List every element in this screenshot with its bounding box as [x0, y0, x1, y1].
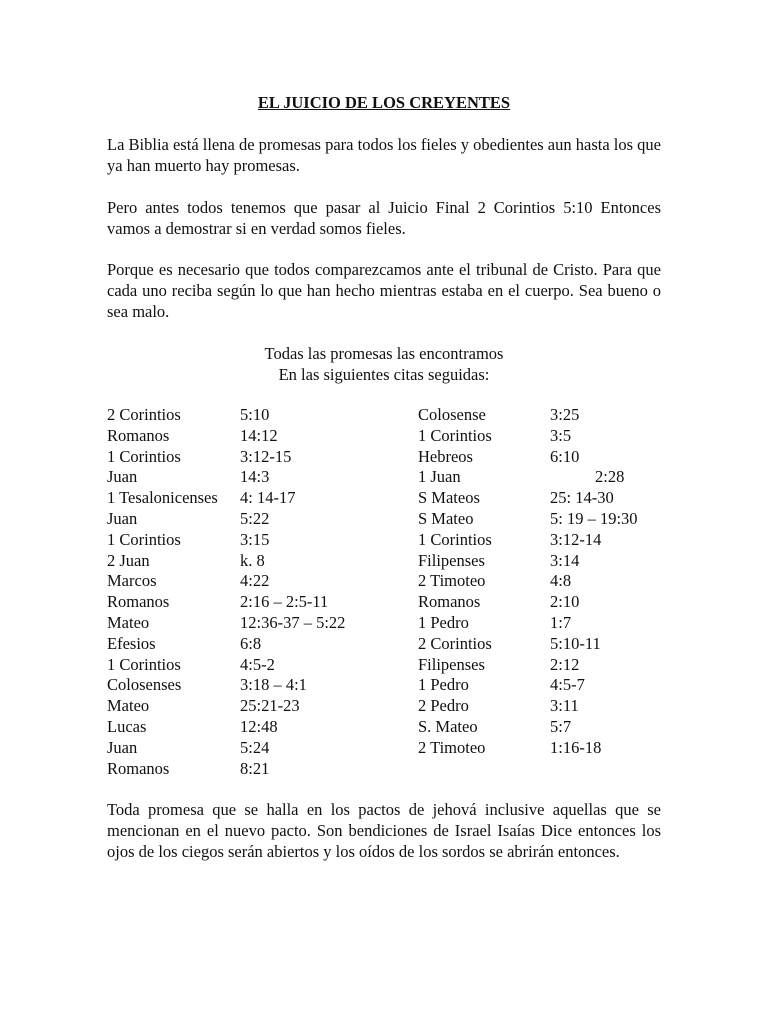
reference-verse: 5:10-11 [550, 633, 601, 653]
reference-row [418, 530, 758, 551]
reference-verse: 4:22 [240, 571, 270, 591]
intro-line-2: En las siguientes citas seguidas: [278, 365, 490, 384]
reference-verse: 3:15 [240, 529, 270, 549]
reference-row [418, 488, 758, 509]
reference-book: 2 Timoteo [418, 571, 486, 591]
reference-book: 1 Corintios [418, 529, 492, 549]
reference-verse: 4:5-7 [550, 675, 585, 695]
reference-verse: 5:22 [240, 508, 270, 528]
reference-row [107, 447, 447, 468]
reference-verse: 5: 19 – 19:30 [550, 508, 638, 528]
reference-verse: 2:10 [550, 592, 580, 612]
reference-verse: 1:16-18 [550, 737, 602, 757]
reference-row [107, 405, 447, 426]
reference-verse: 4: 14-17 [240, 488, 296, 508]
reference-book: 2 Corintios [107, 405, 181, 424]
reference-row [107, 696, 447, 717]
reference-verse: 4:8 [550, 571, 572, 591]
reference-row [107, 551, 447, 572]
reference-row [107, 634, 447, 655]
reference-verse: 6:10 [550, 446, 580, 466]
reference-book: 2 Pedro [418, 696, 469, 716]
reference-book: Lucas [107, 716, 147, 736]
reference-row [418, 551, 758, 572]
reference-verse: 3:12-14 [550, 529, 602, 549]
reference-row [107, 717, 447, 738]
reference-book: Marcos [107, 571, 157, 591]
intro-line-1: Todas las promesas las encontramos [264, 344, 504, 363]
reference-book: 2 Timoteo [418, 737, 486, 757]
reference-book: 1 Pedro [418, 612, 469, 632]
reference-verse: 4:5-2 [240, 654, 275, 674]
reference-row [107, 571, 447, 592]
reference-row [418, 655, 758, 676]
reference-row [418, 509, 758, 530]
reference-verse: 14:3 [240, 467, 270, 487]
reference-book: S Mateos [418, 488, 480, 508]
reference-row [418, 634, 758, 655]
reference-row [418, 717, 758, 738]
reference-verse: 3:18 – 4:1 [240, 675, 307, 695]
reference-row [418, 571, 758, 592]
reference-book: 1 Corintios [418, 425, 492, 445]
reference-verse: 1:7 [550, 612, 572, 632]
reference-row [107, 592, 447, 613]
reference-row [107, 426, 447, 447]
reference-row [107, 530, 447, 551]
reference-verse: 5:7 [550, 716, 572, 736]
reference-book: Romanos [418, 592, 481, 612]
reference-verse: 2:28 [595, 467, 625, 487]
reference-book: 1 Corintios [107, 654, 181, 674]
reference-verse: 5:24 [240, 737, 270, 757]
reference-row [418, 467, 758, 488]
reference-row [107, 655, 447, 676]
reference-row [418, 592, 758, 613]
reference-verse: 25: 14-30 [550, 488, 614, 508]
reference-verse: 14:12 [240, 425, 278, 445]
reference-row [107, 467, 447, 488]
reference-book: Juan [107, 467, 138, 487]
reference-verse: 12:48 [240, 716, 278, 736]
reference-verse: 25:21-23 [240, 696, 300, 716]
reference-verse: 3:12-15 [240, 446, 292, 466]
reference-row [418, 447, 758, 468]
reference-verse: 2:12 [550, 654, 580, 674]
references-right-column [418, 405, 758, 759]
reference-book: 2 Juan [107, 550, 150, 570]
paragraph-3: Porque es necesario que todos comparezcamos ante el tribunal de Cristo. Para que cada uno reciba según lo que han hecho mientras estaba en el cuerpo. Sea bueno o sea malo. [107, 260, 661, 321]
reference-verse: 3:11 [550, 696, 579, 716]
reference-book: S Mateo [418, 508, 474, 528]
reference-verse: 5:10 [240, 405, 270, 424]
reference-row [107, 509, 447, 530]
reference-row [418, 613, 758, 634]
reference-verse: 3:25 [550, 405, 580, 424]
reference-verse: 3:5 [550, 425, 572, 445]
reference-book: Romanos [107, 425, 170, 445]
reference-book: Filipenses [418, 654, 485, 674]
reference-book: Mateo [107, 696, 150, 716]
reference-row [107, 759, 447, 780]
reference-book: 2 Corintios [418, 633, 492, 653]
reference-row [418, 405, 758, 426]
reference-book: Juan [107, 737, 138, 757]
reference-book: Hebreos [418, 446, 473, 466]
reference-book: S. Mateo [418, 716, 478, 736]
reference-book: Filipenses [418, 550, 485, 570]
reference-verse: 3:14 [550, 550, 580, 570]
reference-verse: 8:21 [240, 758, 270, 778]
reference-verse: k. 8 [240, 550, 265, 570]
references-left-column [107, 405, 447, 779]
reference-book: 1 Juan [418, 467, 461, 487]
reference-row [418, 696, 758, 717]
reference-row [107, 675, 447, 696]
reference-book: Romanos [107, 592, 170, 612]
reference-book: Juan [107, 508, 138, 528]
reference-book: 1 Corintios [107, 529, 181, 549]
reference-row [107, 738, 447, 759]
reference-verse: 12:36-37 – 5:22 [240, 612, 346, 632]
reference-book: 1 Pedro [418, 675, 469, 695]
paragraph-2: Pero antes todos tenemos que pasar al Juicio Final 2 Corintios 5:10 Entonces vamos a demostrar si en verdad somos fieles. [107, 198, 661, 238]
paragraph-1: La Biblia está llena de promesas para todos los fieles y obedientes aun hasta los que ya han muerto hay promesas. [107, 135, 661, 175]
document-title: EL JUICIO DE LOS CREYENTES [257, 93, 511, 112]
reference-verse: 6:8 [240, 633, 262, 653]
reference-row [107, 613, 447, 634]
reference-book: Colosenses [107, 675, 182, 695]
reference-book: Mateo [107, 612, 150, 632]
reference-book: Efesios [107, 633, 156, 653]
reference-verse: 2:16 – 2:5-11 [240, 592, 329, 612]
reference-book: Colosense [418, 405, 486, 424]
reference-book: Romanos [107, 758, 170, 778]
reference-row [107, 488, 447, 509]
reference-book: 1 Corintios [107, 446, 181, 466]
closing-paragraph: Toda promesa que se halla en los pactos de jehová inclusive aquellas que se mencionan en el nuevo pacto. Son bendiciones de Israel Isaías Dice entonces los ojos de los ciegos serán abiertos y los oídos de los sordos se abrirán entonces. [107, 800, 661, 861]
reference-book: 1 Tesalonicenses [107, 488, 218, 508]
reference-row [418, 426, 758, 447]
reference-row [418, 675, 758, 696]
reference-row [418, 738, 758, 759]
